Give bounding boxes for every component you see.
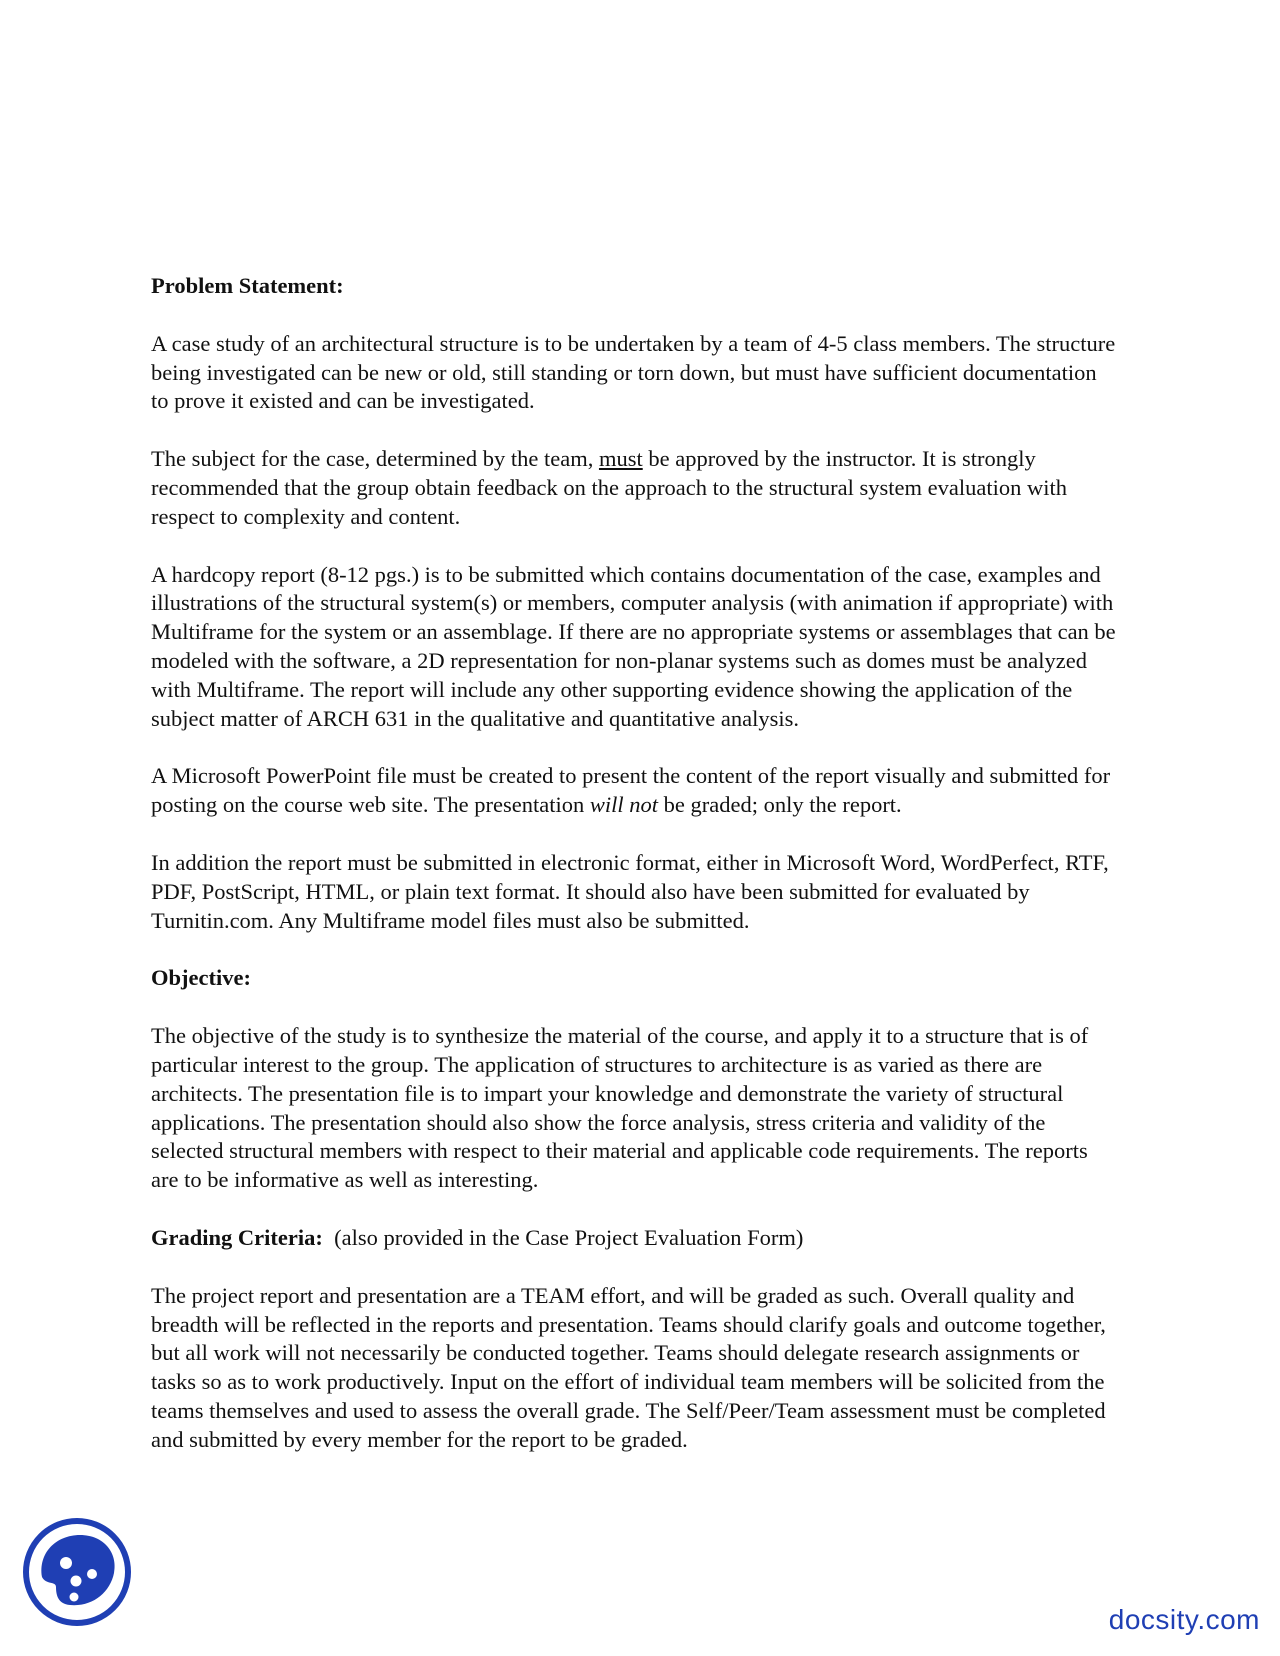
- grading-criteria-note: (also provided in the Case Project Evaluation Form): [322, 1224, 804, 1250]
- problem-paragraph-2: The subject for the case, determined by the team, must be approved by the instructor. It is strongly recommended that the group obtain feedback on the approach to the structural system evaluation with respect to complexity and content.: [151, 446, 1067, 529]
- grading-paragraph: The project report and presentation are a TEAM effort, and will be graded as such. Overall quality and breadth will be reflected in the reports and presentation. Teams should clarify goals and outcome together, but all work will not necessarily be conducted together. Teams should delegate research assignments or tasks so as to work productively. Input on the effort of individual team members will be solicited from the teams themselves and used to assess the overall grade. The Self/Peer/Team assessment must be completed and submitted by every member for the report to be graded.: [151, 1282, 1106, 1452]
- problem-statement-heading: Problem Statement:: [151, 273, 344, 298]
- docsity-watermark[interactable]: docsity.com: [1108, 1604, 1260, 1635]
- problem-paragraph-4: A Microsoft PowerPoint file must be created to present the content of the report visually and submitted for posting on the course web site. The presentation will not be graded; only the report.: [151, 763, 1111, 818]
- docsity-logo-icon: [22, 1517, 132, 1627]
- document-page: [151, 272, 1116, 1484]
- problem-paragraph-1: A case study of an architectural structure is to be undertaken by a team of 4-5 class members. The structure being investigated can be new or old, still standing or torn down, but must have sufficient documentation to prove it existed and can be investigated.: [151, 330, 1116, 414]
- objective-paragraph: The objective of the study is to synthesize the material of the course, and apply it to a structure that is of particular interest to the group. The application of structures to architecture is as varied as there are architects. The presentation file is to impart your knowledge and demonstrate the variety of structural applications. The presentation should also show the force analysis, stress criteria and validity of the selected structural members with respect to their material and applicable code requirements. The reports are to be informative as well as interesting.: [151, 1023, 1089, 1193]
- must-underlined: must: [598, 446, 643, 472]
- grading-criteria-heading: Grading Criteria: (also provided in the Case Project Evaluation Form): [151, 1224, 804, 1250]
- will-not-italic: will not: [589, 792, 659, 818]
- problem-paragraph-5: In addition the report must be submitted in electronic format, either in Microsoft Word, WordPerfect, RTF, PDF, PostScript, HTML, or plain text format. It should also have been submitted for evaluated by Turnitin.com. Any Multiframe model files must also be submitted.: [151, 849, 1109, 933]
- problem-paragraph-3: A hardcopy report (8-12 pgs.) is to be submitted which contains documentation of the case, examples and illustrations of the structural system(s) or members, computer analysis (with animation if appropriate) with Multiframe for the system or an assemblage. If there are no appropriate systems or assemblages that can be modeled with the software, a 2D representation for non-planar systems such as domes must be analyzed with Multiframe. The report will include any other supporting evidence showing the application of the subject matter of ARCH 631 in the qualitative and quantitative analysis.: [151, 561, 1116, 731]
- objective-heading: Objective:: [151, 965, 251, 991]
